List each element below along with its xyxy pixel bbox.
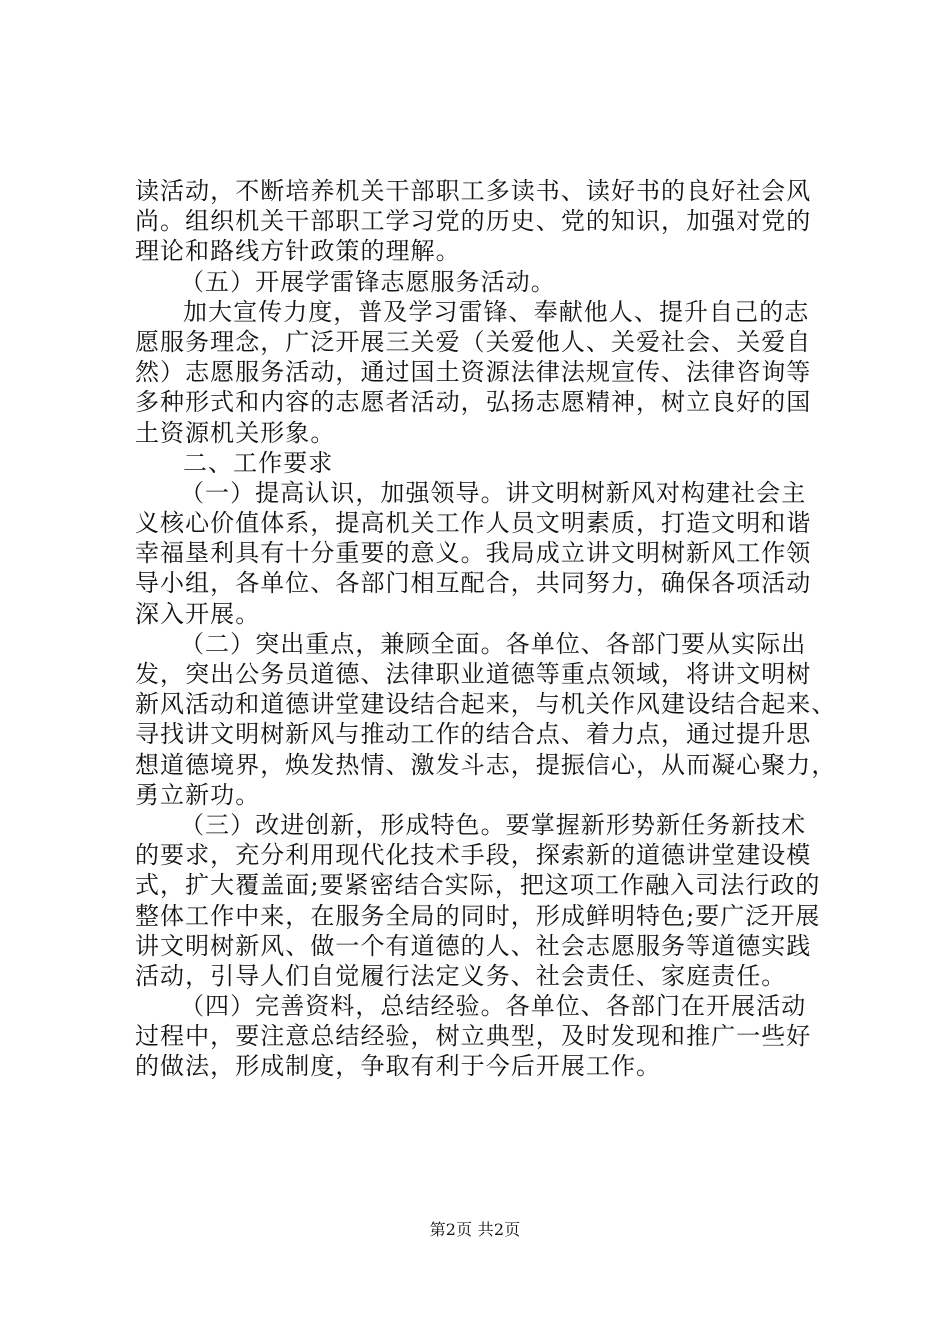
text-line: 寻找讲文明树新风与推动工作的结合点、着力点，通过提升思: [135, 720, 812, 749]
text-line: 活动，引导人们自觉履行法定义务、社会责任、家庭责任。: [135, 961, 787, 990]
text-line: 讲文明树新风、做一个有道德的人、社会志愿服务等道德实践: [135, 931, 812, 960]
text-line: 整体工作中来，在服务全局的同时，形成鲜明特色;要广泛开展: [135, 901, 821, 930]
text-line: 然）志愿服务活动，通过国土资源法律法规宣传、法律咨询等: [135, 358, 812, 387]
text-line: （一）提高认识，加强领导。讲文明树新风对构建社会主: [180, 478, 807, 507]
text-line: 新风活动和道德讲堂建设结合起来，与机关作风建设结合起来、: [135, 690, 837, 719]
text-line: 的做法，形成制度，争取有利于今后开展工作。: [135, 1052, 662, 1081]
text-line: 导小组，各单位、各部门相互配合，共同努力，确保各项活动: [135, 569, 812, 598]
text-line: 土资源机关形象。: [135, 418, 336, 447]
text-line: 想道德境界，焕发热情、激发斗志，提振信心，从而凝心聚力，: [135, 750, 837, 779]
text-line: 的要求，充分利用现代化技术手段，探索新的道德讲堂建设模: [135, 841, 812, 870]
text-line: 加大宣传力度，普及学习雷锋、奉献他人、提升自己的志: [183, 297, 810, 326]
text-line: 幸福垦利具有十分重要的意义。我局成立讲文明树新风工作领: [135, 539, 812, 568]
text-line: 式，扩大覆盖面;要紧密结合实际，把这项工作融入司法行政的: [135, 871, 821, 900]
text-line: 发，突出公务员道德、法律职业道德等重点领域，将讲文明树: [135, 660, 812, 688]
text-line: 愿服务理念，广泛开展三关爱（关爱他人、关爱社会、关爱自: [135, 327, 812, 356]
text-line: （四）完善资料，总结经验。各单位、各部门在开展活动: [180, 992, 807, 1021]
text-line: （二）突出重点，兼顾全面。各单位、各部门要从实际出: [180, 629, 807, 658]
text-line: 勇立新功。: [135, 780, 261, 809]
text-line: 多种形式和内容的志愿者活动，弘扬志愿精神，树立良好的国: [135, 388, 812, 417]
text-line: 理论和路线方针政策的理解。: [135, 237, 461, 266]
section-heading: 二、工作要求: [183, 448, 334, 477]
text-line: （三）改进创新，形成特色。要掌握新形势新任务新技术: [180, 810, 807, 839]
text-line: 过程中，要注意总结经验，树立典型，及时发现和推广一些好: [135, 1022, 812, 1051]
text-line: 义核心价值体系，提高机关工作人员文明素质，打造文明和谐: [135, 509, 812, 538]
text-line: 读活动，不断培养机关干部职工多读书、读好书的良好社会风: [135, 177, 812, 205]
text-line: 深入开展。: [135, 599, 261, 628]
section-heading: （五）开展学雷锋志愿服务活动。: [180, 267, 556, 296]
text-line: 尚。组织机关干部职工学习党的历史、党的知识，加强对党的: [135, 207, 812, 236]
page-number-footer: 第2页 共2页: [429, 1220, 521, 1239]
document-body: [135, 176, 835, 1082]
